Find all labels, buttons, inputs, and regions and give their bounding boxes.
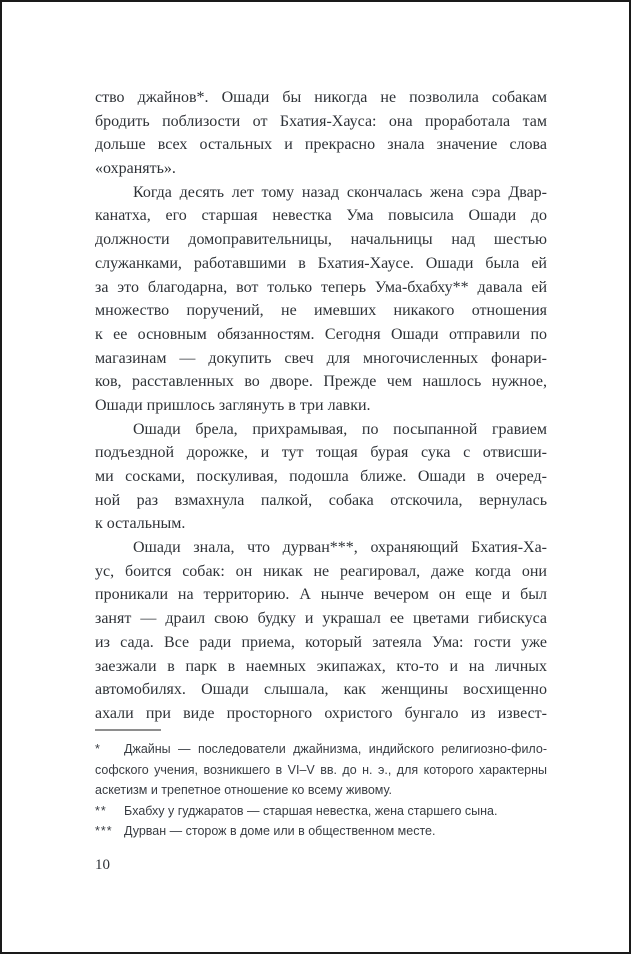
text-line: заезжали в парк в наемных экипажах, кто-то и на личных bbox=[95, 657, 547, 675]
footnote-line: аскетизм и трепетное отношение ко всему живому. bbox=[95, 783, 392, 797]
text-line: ахали при виде просторного охристого бунгало из извест- bbox=[95, 704, 547, 722]
text-line: за это благодарна, вот только теперь Ума-бхабху** давала ей bbox=[95, 278, 547, 296]
text-line: Ошади пришлось заглянуть в три лавки. bbox=[95, 396, 371, 414]
footnote-marker: * bbox=[95, 742, 101, 756]
footnote-item bbox=[95, 801, 547, 822]
text-line: служанками, работавшими в Бхатия-Хаусе. Ошади была ей bbox=[95, 254, 547, 272]
footnote-line: * Джайны — последователи джайнизма, индийского религиозно-фило- bbox=[95, 739, 547, 760]
text-line: дольше всех остальных и прекрасно знала значение слова bbox=[95, 136, 547, 154]
text-line: магазинам — докупить свеч для многочисленных фонари- bbox=[95, 349, 547, 367]
text-line: к остальным. bbox=[95, 515, 186, 533]
text-line: ми сосками, поскуливая, подошла ближе. Ошади в очеред- bbox=[95, 468, 547, 485]
paragraph bbox=[95, 418, 547, 536]
paragraph bbox=[95, 181, 547, 418]
footnote-marker: *** bbox=[95, 824, 113, 838]
footnote-item bbox=[95, 821, 547, 842]
text-line: подъездной дорожке, и тут тощая бурая сука с отвисши- bbox=[95, 444, 547, 462]
text-line: бродить поблизости от Бхатия-Хауса: она проработала там bbox=[95, 112, 547, 130]
text-line: канатха, его старшая невестка Ума повысила Ошади до bbox=[95, 207, 547, 225]
text-line: занят — драил свою будку и украшал ее цветами гибискуса bbox=[95, 610, 547, 628]
text-line: ков, расставленных во дворе. Прежде чем нашлось нужное, bbox=[95, 373, 547, 391]
text-line: «охранять». bbox=[95, 160, 176, 178]
text-line: из сада. Все ради приема, который затеяла Ума: гости уже bbox=[95, 633, 547, 651]
text-line: ство джайнов*. Ошади бы никогда не позволила собакам bbox=[95, 89, 547, 106]
paragraph bbox=[95, 86, 547, 181]
footnotes bbox=[95, 739, 547, 842]
text-line: множество поручений, не имевших никакого отношения bbox=[95, 302, 547, 320]
text-line: автомобилях. Ошади слышала, как женщины восхищенно bbox=[95, 681, 547, 699]
footnote-item bbox=[95, 739, 547, 801]
text-line: ус, боится собак: он никак не реагировал, даже когда они bbox=[95, 562, 547, 580]
body-text bbox=[95, 86, 547, 726]
text-line: должности домоправительницы, начальницы над шестью bbox=[95, 231, 547, 249]
footnote-marker: ** bbox=[95, 803, 107, 818]
text-line: проникали на территорию. А нынче вечером он еще и был bbox=[95, 586, 547, 604]
footnote-line: ** Бхабху у гуджаратов — старшая невестка, жена старшего сына. bbox=[95, 801, 547, 822]
footnote-divider bbox=[95, 729, 161, 731]
text-line: к ее основным обязанностям. Сегодня Ошади отправили по bbox=[95, 325, 547, 343]
paragraph bbox=[95, 536, 547, 726]
text-line: Когда десять лет тому назад скончалась жена сэра Двар- bbox=[133, 183, 547, 201]
footnote-line: софского учения, возникшего в VI–V вв. до н. э., для которого характерны bbox=[95, 762, 547, 777]
text-line: Ошади знала, что дурван***, охраняющий Бхатия-Ха- bbox=[133, 539, 547, 557]
page-number: 10 bbox=[95, 857, 110, 873]
text-line: ной раз взмахнула палкой, собака отскочила, вернулась bbox=[95, 491, 547, 509]
text-line: Ошади брела, прихрамывая, по посыпанной гравием bbox=[133, 420, 547, 438]
footnote-line: *** Дурван — сторож в доме или в общественном месте. bbox=[95, 821, 547, 842]
